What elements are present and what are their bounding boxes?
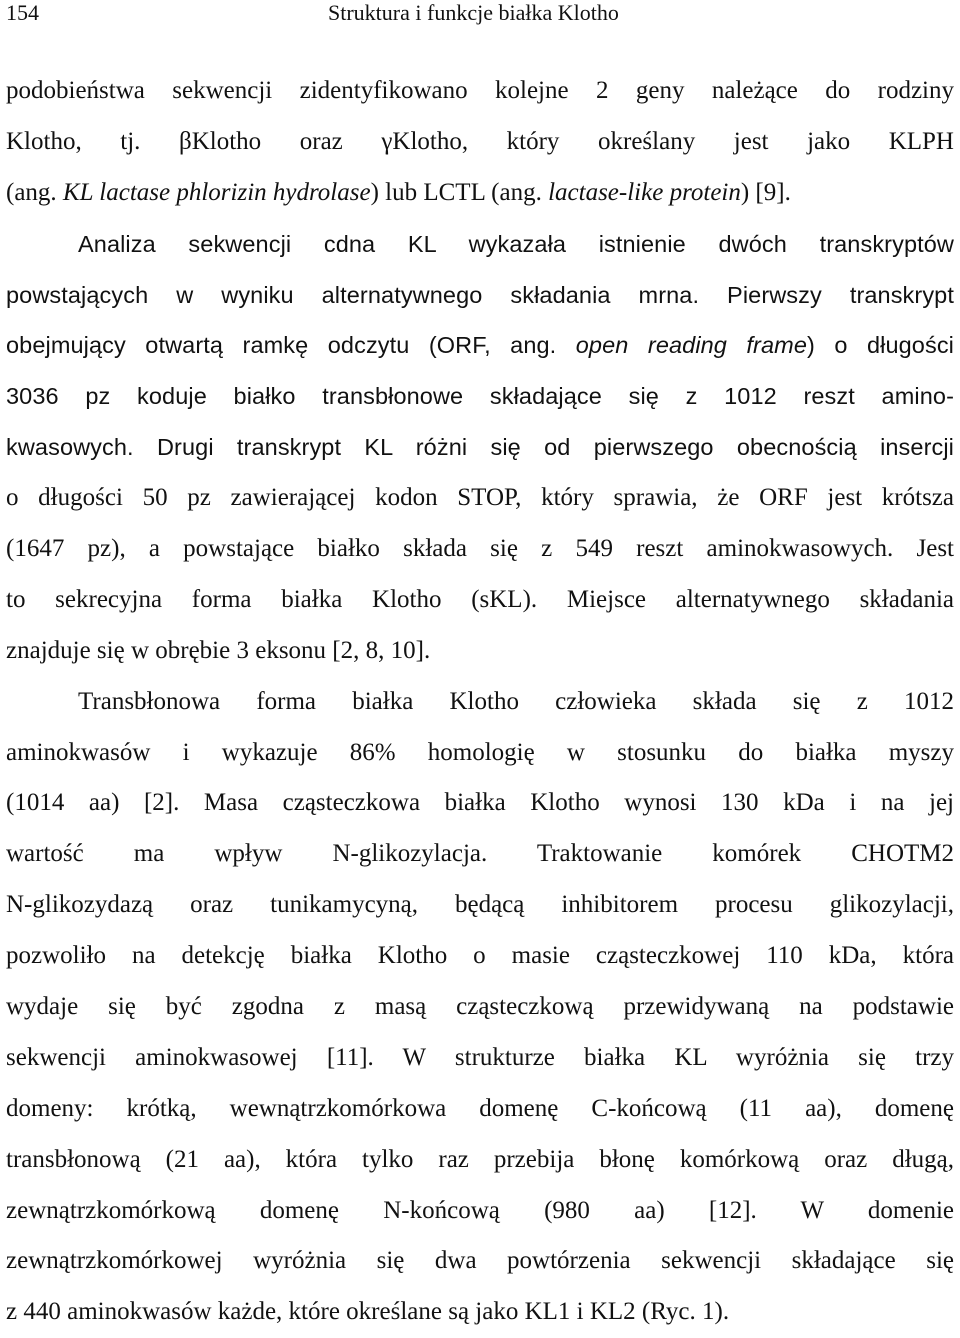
- text-line: transbłonową (21 aa), która tylko raz przebija błonę komórkową oraz długą,: [6, 1145, 954, 1173]
- text-line: sekwencji aminokwasowej [11]. W strukturze białka KL wyróżnia się trzy: [6, 1043, 954, 1071]
- italic-term: open reading frame: [575, 332, 807, 359]
- text-line: [6, 422, 954, 473]
- text-line: [6, 270, 954, 321]
- text-run: (ang.: [6, 178, 63, 206]
- body-text: [6, 66, 954, 1338]
- italic-term: KL lactase phlorizin hydrolase: [62, 178, 371, 206]
- text-run: Pierwszy transkrypt: [699, 281, 954, 308]
- text-line: o długości 50 pz zawierającej kodon STOP, który sprawia, że ORF jest krótsza: [6, 484, 954, 512]
- text-line: pozwoliło na detekcję białka Klotho o masie cząsteczkowej 110 kDa, która: [6, 942, 954, 970]
- text-run: Miejsce alternatywnego składania: [537, 585, 954, 613]
- text-line: (1647 pz), a powstające białko składa się z 549 reszt aminokwasowych. Jest: [6, 535, 954, 563]
- text-line: [6, 575, 954, 626]
- italic-term: lactase-like protein: [548, 178, 741, 206]
- text-run: to sekrecyjna forma białka Klotho (sKL).: [6, 585, 538, 613]
- text-line: znajduje się w obrębie 3 eksonu [2, 8, 10].: [6, 636, 431, 664]
- text-line: (1014 aa) [2]. Masa cząsteczkowa białka Klotho wynosi 130 kDa i na jej: [6, 789, 954, 817]
- text-line: aminokwasów i wykazuje 86% homologię w stosunku do białka myszy: [6, 738, 954, 766]
- text-run: ) lub LCTL (ang.: [370, 178, 549, 206]
- text-line: [6, 168, 954, 219]
- text-line: zewnątrzkomórkowej wyróżnia się dwa powtórzenia sekwencji składające się: [6, 1247, 954, 1275]
- text-line: 3036 pz koduje białko transbłonowe składające się z 1012 reszt amino-: [6, 383, 954, 410]
- page-number: 154: [6, 0, 39, 25]
- text-run: ) o długości: [807, 332, 955, 359]
- text-line: zewnątrzkomórkową domenę N-końcową (980 aa) [12]. W domenie: [6, 1196, 954, 1224]
- text-line: Analiza sekwencji cdna KL wykazała istnienie dwóch transkryptów: [78, 230, 954, 257]
- text-run: ) [9].: [740, 178, 791, 206]
- text-run: kwasowych.: [6, 434, 134, 461]
- text-line: Transbłonowa forma białka Klotho człowieka składa się z 1012: [78, 687, 954, 715]
- text-line: wartość ma wpływ N-glikozylacja. Traktowanie komórek CHOTM2: [6, 840, 954, 868]
- text-line: Klotho, tj. βKlotho oraz γKlotho, który określany jest jako KLPH: [6, 127, 954, 155]
- text-run: powstających w wyniku alternatywnego składania mrna.: [6, 281, 700, 308]
- text-line: domeny: krótką, wewnątrzkomórkowa domenę C-końcową (11 aa), domenę: [6, 1094, 954, 1122]
- text-line: N-glikozydazą oraz tunikamycyną, będącą inhibitorem procesu glikozylacji,: [6, 891, 954, 919]
- text-run: Drugi transkrypt KL różni się od pierwszego obecnością insercji: [133, 434, 954, 461]
- running-header-title: Struktura i funkcje białka Klotho: [328, 0, 619, 25]
- text-line: podobieństwa sekwencji zidentyfikowano kolejne 2 geny należące do rodziny: [6, 77, 954, 104]
- running-header: [6, 0, 954, 26]
- text-line: [6, 320, 954, 371]
- text-line: wydaje się być zgodna z masą cząsteczkową przewidywaną na podstawie: [6, 993, 954, 1021]
- text-run: obejmujący otwartą ramkę odczytu (ORF, ang.: [6, 332, 576, 359]
- text-line: z 440 aminokwasów każde, które określane są jako KL1 i KL2 (Ryc. 1).: [6, 1298, 730, 1326]
